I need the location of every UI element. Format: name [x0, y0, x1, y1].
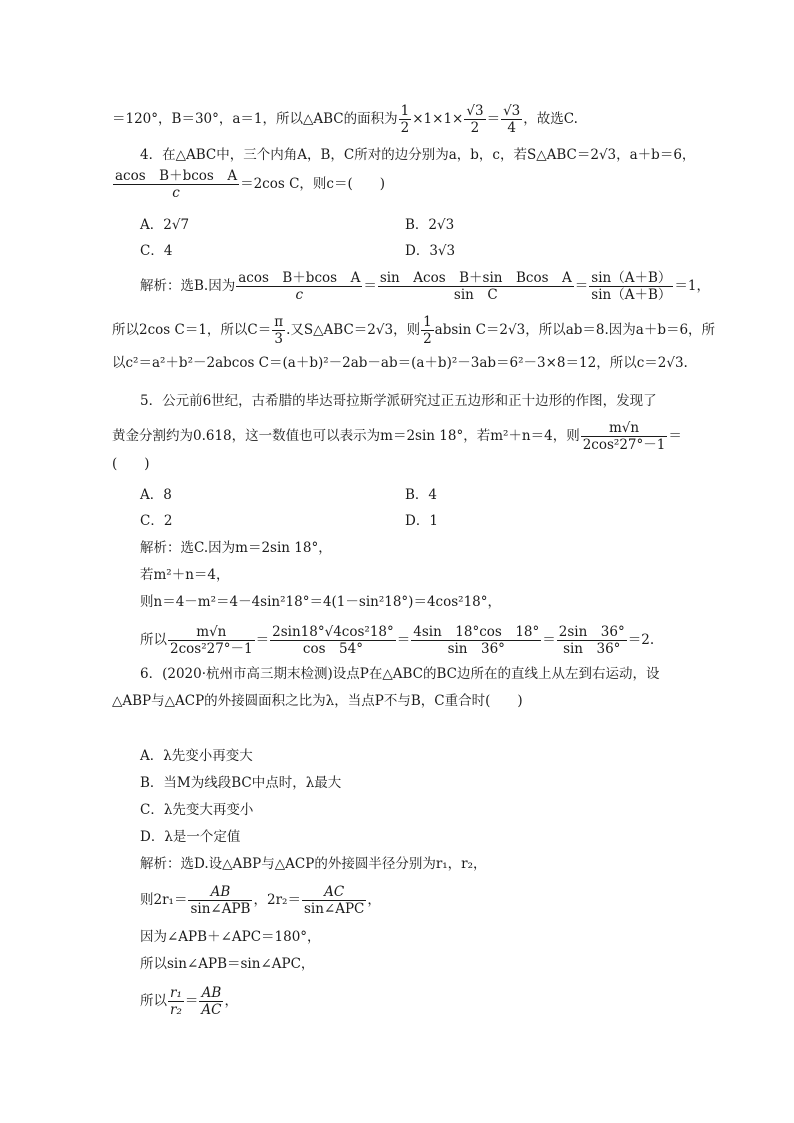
- fraction: $\frac{2\sin 36^\circ}{\sin 36^\circ}$: [558, 624, 625, 657]
- q6-stem-line1: 6．(2020·杭州市高三期末检测)设点P在△ABC的BC边所在的直线上从左到右运动，设: [140, 666, 660, 682]
- q4-stem-line2: $\frac{\text{acos B＋bcos A}}{c}$ ＝2cos C，则c＝( ): [115, 168, 386, 201]
- q4-option-d: D．3√3: [405, 243, 456, 259]
- fraction: $\frac{m√n}{\text{2cos²27°－1}}$: [170, 624, 253, 657]
- q6-option-d: D．λ是一个定值: [140, 829, 241, 845]
- q6-solution-line4: 所以sin∠APB＝sin∠APC，: [140, 956, 315, 972]
- q4-solution-line3: 以c²＝a²＋b²－2abcos C＝(a＋b)²－2ab－ab＝(a＋b)²－3ab＝6²－3×8＝12，所以c＝2√3.: [112, 355, 688, 371]
- q6-option-a: A．λ先变小再变大: [140, 748, 253, 764]
- q5-option-b: B．4: [405, 487, 438, 503]
- fraction: $\frac{AB}{AC}$: [201, 985, 222, 1018]
- q6-option-c: C．λ先变大再变小: [140, 802, 254, 818]
- q4-option-c: C．4: [140, 243, 173, 259]
- q6-solution-line1: 解析：选D.设△ABP与△ACP的外接圆半径分别为r₁，r₂，: [140, 856, 487, 872]
- fraction: $\frac{\sin(A+B)}{\sin(A+B)}$: [591, 270, 672, 303]
- q3-conclusion-line: ＝120°，B＝30°，a＝1，所以△ABC的面积为 $\frac{1}{2}$ ×1×1× $\frac{√3}{2}$ ＝ $\frac{√3}{4}$ ，故选C.: [112, 103, 578, 136]
- q5-solution-line3: 则n＝4－m²＝4－4sin²18°＝4(1－sin²18°)＝4cos²18°，: [140, 594, 501, 610]
- fraction: $\frac{\text{2sin18°√4cos²18°}}{\cos 54^\circ}$: [272, 624, 394, 657]
- q4-solution-line2: 所以2cos C＝1，所以C＝ $\frac{\pi}{3}$ .又S△ABC＝2√3，则 $\frac{1}{2}$ absin C＝2√3，所以ab＝8.因为a＋b＝6，所: [112, 314, 716, 347]
- fraction: $\frac{\text{sin Acos B＋sin Bcos A}}{\text{sin C}}$: [379, 270, 572, 303]
- fraction: $\frac{m√n}{\text{2cos²27°－1}}$: [582, 420, 666, 453]
- q5-option-d: D．1: [405, 513, 438, 529]
- q6-solution-line5: 所以 $\frac{\text{r₁}}{\text{r₂}}$ ＝ $\frac{AB}{AC}$ ，: [140, 985, 238, 1018]
- fraction: $\frac{AB}{\text{sin∠APB}}$: [190, 884, 251, 917]
- fraction: $\frac{AC}{\text{sin∠APC}}$: [303, 884, 365, 917]
- q5-solution-line4: 所以 $\frac{m√n}{\text{2cos²27°－1}}$ ＝ $\frac{\text{2sin18°√4cos²18°}}{\cos 54^\circ}$ ＝ $\frac{4\sin 18^\circ\cos 18^\circ}{\sin 36^\circ}$ ＝ $\frac{2\sin 36^\circ}{\sin 36^\circ}$ ＝2.: [140, 624, 655, 657]
- q5-option-a: A．8: [140, 487, 172, 503]
- fraction: $\frac{\pi}{3}$: [274, 314, 284, 347]
- q5-answer-paren: ( ): [112, 456, 150, 472]
- fraction: $\frac{\text{acos B＋bcos A}}{c}$: [115, 168, 238, 201]
- q6-solution-line3: 因为∠APB＋∠APC＝180°，: [140, 929, 321, 945]
- q5-stem-line1: 5．公元前6世纪，古希腊的毕达哥拉斯学派研究过正五边形和正十边形的作图，发现了: [140, 393, 657, 409]
- q6-option-b: B．当M为线段BC中点时，λ最大: [140, 775, 342, 791]
- fraction: $\frac{1}{2}$: [400, 103, 410, 136]
- q4-stem-line1: 4．在△ABC中，三个内角A，B，C所对的边分别为a，b，c，若S△ABC＝2√3，a＋b＝6，: [140, 147, 696, 163]
- fraction: $\frac{4\sin 18^\circ\cos 18^\circ}{\sin 36^\circ}$: [413, 624, 540, 657]
- fraction: $\frac{\text{r₁}}{\text{r₂}}$: [170, 985, 182, 1018]
- q4-solution-line1: 解析：选B.因为 $\frac{\text{acos B＋bcos A}}{c}$ ＝ $\frac{\text{sin Acos B＋sin Bcos A}}{\text{sin C}}$ ＝ $\frac{\sin(A+B)}{\sin(A+B)}$ ＝1，: [140, 270, 710, 303]
- q6-stem-line2: △ABP与△ACP的外接圆面积之比为λ，当点P不与B，C重合时( ): [112, 693, 523, 709]
- fraction: $\frac{√3}{4}$: [503, 103, 521, 136]
- fraction: $\frac{\text{acos B＋bcos A}}{c}$: [238, 270, 361, 303]
- q5-solution-line1: 解析：选C.因为m＝2sin 18°，: [140, 540, 332, 556]
- fraction: $\frac{√3}{2}$: [466, 103, 484, 136]
- q5-solution-line2: 若m²＋n＝4，: [140, 567, 230, 583]
- q5-option-c: C．2: [140, 513, 173, 529]
- q6-solution-line2: 则2r₁＝ $\frac{AB}{\text{sin∠APB}}$ ，2r₂＝ $\frac{AC}{\text{sin∠APC}}$ ，: [140, 884, 381, 917]
- q4-option-b: B．2√3: [405, 217, 455, 233]
- q5-stem-line2: 黄金分割约为0.618，这一数值也可以表示为m＝2sin 18°，若m²＋n＝4，则 $\frac{m√n}{\text{2cos²27°－1}}$ ＝: [112, 420, 682, 453]
- q4-option-a: A．2√7: [140, 217, 190, 233]
- fraction: $\frac{1}{2}$: [423, 314, 432, 347]
